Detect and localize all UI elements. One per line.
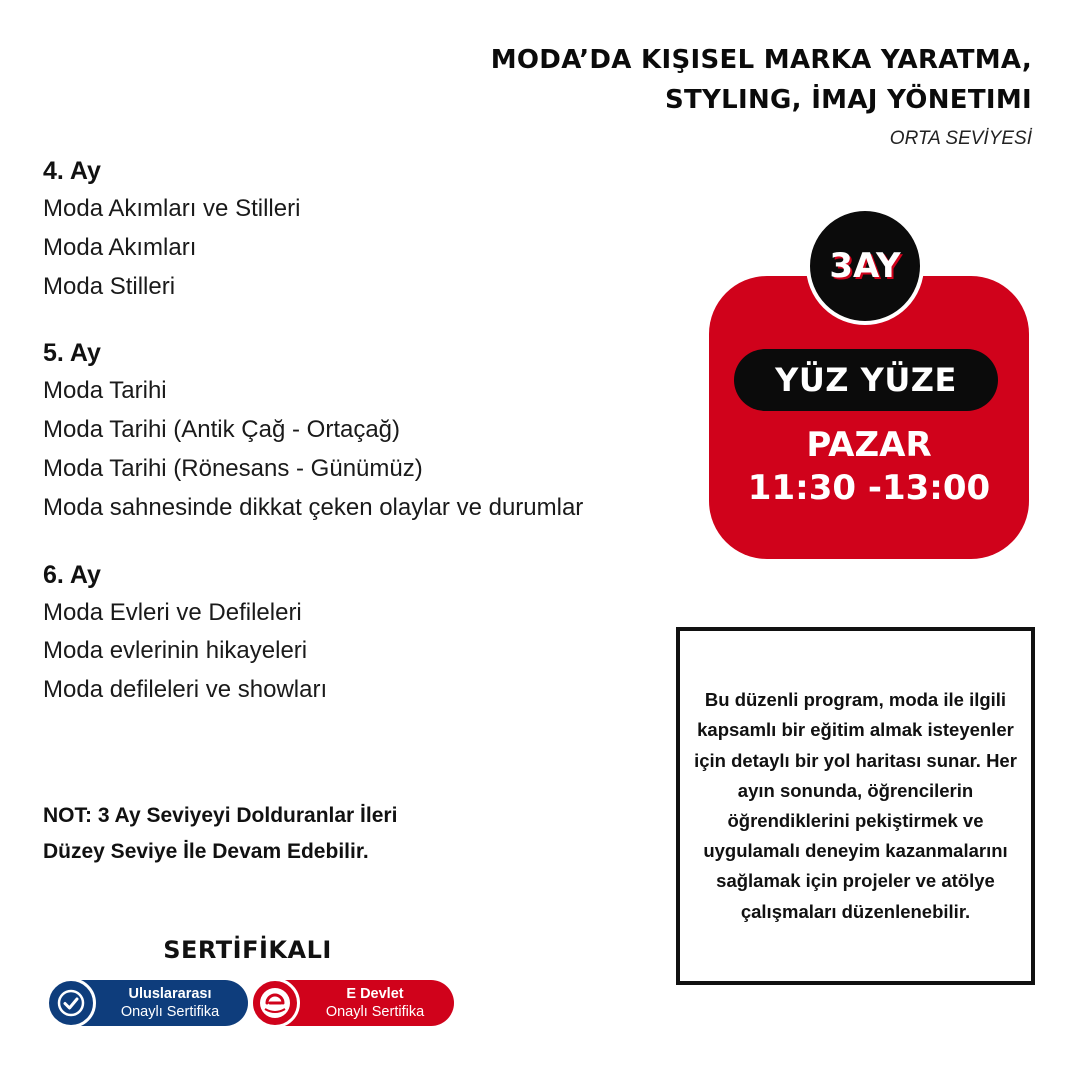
note-line2: Düzey Seviye İle Devam Edebilir.: [43, 840, 369, 863]
month-section: [43, 556, 683, 710]
certificate-line2: Onaylı Sertifika: [120, 1004, 220, 1020]
format-pill: [734, 349, 998, 411]
note-line1: NOT: 3 Ay Seviyeyi Dolduranlar İleri: [43, 804, 398, 827]
certificate-line1: Uluslararası: [128, 986, 212, 1002]
topic-line: Moda Stilleri: [43, 272, 176, 300]
topic-line: Moda defileleri ve showları: [43, 676, 328, 704]
info-box: [676, 627, 1035, 985]
topic-line: Moda Tarihi (Antik Çağ - Ortaçağ): [43, 416, 401, 444]
certificate-line1: E Devlet: [346, 986, 404, 1002]
month-section: [43, 334, 683, 527]
schedule-time: 11:30 -13:00: [747, 468, 991, 508]
certificate-badge-international: [48, 980, 248, 1026]
topic-line: Moda Evleri ve Defileleri: [43, 598, 302, 626]
month-title: 4. Ay: [43, 157, 101, 185]
topic-line: Moda Tarihi (Rönesans - Günümüz): [43, 454, 423, 482]
month-section: [43, 152, 683, 306]
course-title-line2: STYLING, İMAJ YÖNETIMI: [664, 85, 1032, 115]
course-title-line1: MODA’DA KIŞISEL MARKA YARATMA,: [490, 45, 1032, 75]
check-icon: [46, 978, 96, 1028]
curriculum: [43, 152, 683, 738]
schedule-day: PAZAR: [806, 425, 932, 465]
level-label: ORTA SEVİYESİ: [889, 128, 1032, 149]
topic-line: Moda Akımları ve Stilleri: [43, 195, 301, 222]
note-text: [43, 798, 503, 870]
topic-line: Moda evlerinin hikayeleri: [43, 637, 308, 665]
topic-line: Moda Tarihi: [43, 377, 167, 405]
e-devlet-logo-icon: [250, 978, 300, 1028]
month-title: 5. Ay: [43, 339, 101, 368]
month-title: 6. Ay: [43, 560, 101, 589]
certificate-title: SERTİFİKALI: [163, 936, 332, 964]
duration-circle: [806, 207, 924, 325]
duration-label: 3AY: [829, 246, 901, 286]
info-text: Bu düzenli program, moda ile ilgili kapsamlı bir eğitim almak isteyenler için detaylı bir yol haritası sunar. Her ayın sonunda, öğrencilerin öğrendiklerini pekiştirmek ve uygulamalı deneyim kazanmalarını sağlamak için projeler ve atölye çalışmaları düzenlenebilir.: [694, 689, 1017, 922]
format-label: YÜZ YÜZE: [775, 361, 957, 399]
topic-line: Moda Akımları: [43, 233, 197, 261]
topic-line: Moda sahnesinde dikkat çeken olaylar ve durumlar: [43, 493, 584, 521]
certificate-line2: Onaylı Sertifika: [325, 1004, 425, 1020]
certificate-text: [302, 985, 448, 1021]
certificate-badge-edevlet: [252, 980, 454, 1026]
course-title: [392, 40, 1032, 120]
certificate-text: [98, 985, 242, 1021]
